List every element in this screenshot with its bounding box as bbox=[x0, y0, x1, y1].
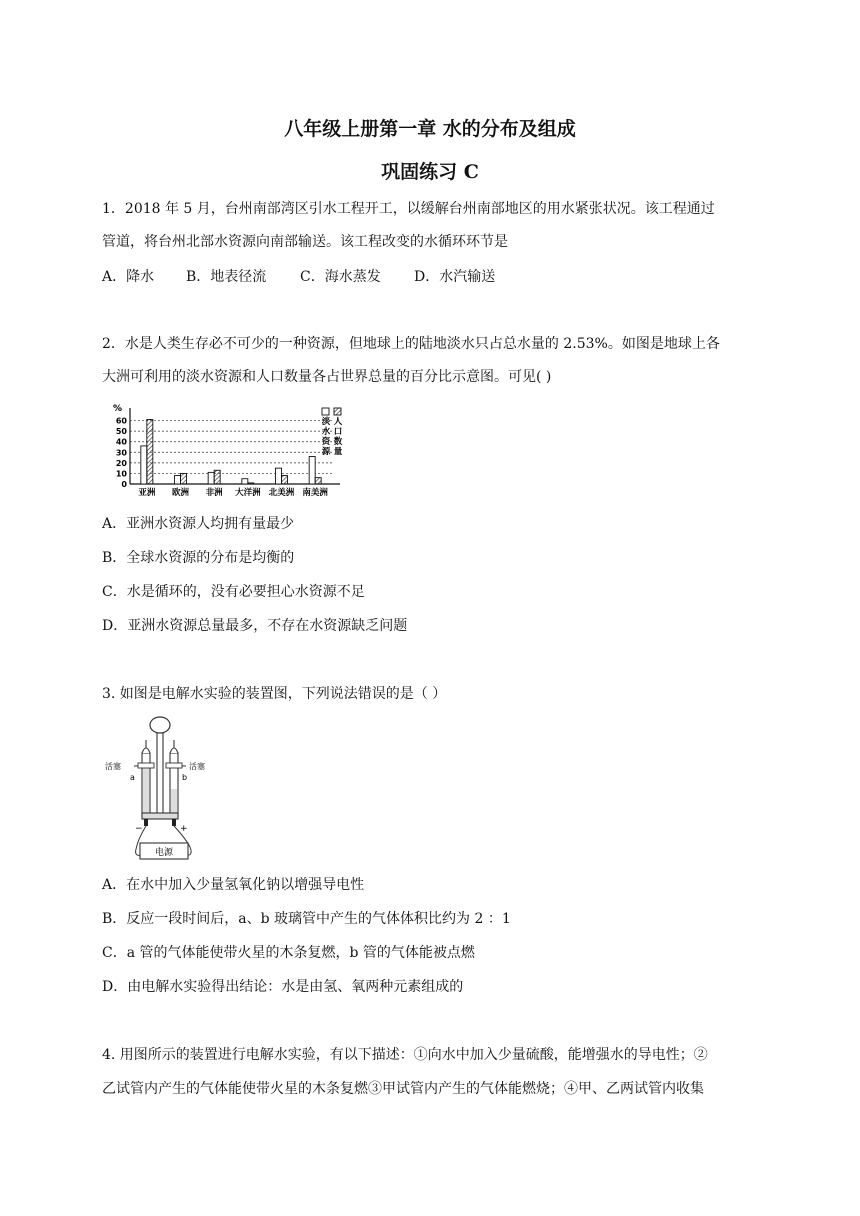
chart-y-tick: 20 bbox=[115, 458, 127, 468]
q3-option-b: B．反应一段时间后，a、b 玻璃管中产生的气体体积比约为 2 ：1 bbox=[102, 911, 511, 927]
anode bbox=[172, 819, 176, 826]
q2-option-d: D．亚洲水资源总量最多，不存在水资源缺乏问题 bbox=[102, 618, 408, 634]
q3-option-d: D．由电解水实验得出结论：水是由氢、氧两种元素组成的 bbox=[102, 979, 464, 995]
chart-y-tick: 40 bbox=[115, 437, 127, 447]
q1-option-d: D．水汽输送 bbox=[414, 269, 496, 285]
right-valve-label: 活塞 bbox=[189, 762, 205, 771]
page-subtitle: 巩固练习 C bbox=[381, 161, 479, 183]
chart-bar-freshwater bbox=[276, 468, 282, 484]
q1-option-b: B．地表径流 bbox=[186, 269, 267, 285]
chart-category-label: 亚洲 bbox=[138, 488, 156, 498]
chart-bar-population bbox=[214, 470, 220, 484]
chart-y-tick: 10 bbox=[115, 469, 127, 479]
chart-ylabel: % bbox=[113, 404, 123, 414]
legend-label-freshwater: 淡水资源 bbox=[321, 417, 331, 457]
q4-line1: 4. 用图所示的装置进行电解水实验，有以下描述：①向水中加入少量硫酸，能增强水的导电性；② bbox=[102, 1047, 708, 1063]
chart-bar-population bbox=[315, 478, 321, 484]
chart-y-tick: 0 bbox=[121, 480, 127, 489]
legend-swatch-population bbox=[334, 408, 341, 415]
q2-option-b: B．全球水资源的分布是均衡的 bbox=[102, 550, 295, 566]
chart-category-label: 北美洲 bbox=[268, 488, 295, 498]
chart-y-tick: 50 bbox=[115, 427, 127, 437]
tube-b-label: b bbox=[182, 773, 188, 782]
chart-bar-population bbox=[147, 420, 153, 484]
chart-category-label: 南美洲 bbox=[302, 488, 328, 498]
reservoir-bulb bbox=[150, 717, 170, 733]
q1-line2: 管道，将台州北部水资源向南部输送。该工程改变的水循环环节是 bbox=[102, 234, 508, 250]
page-title: 八年级上册第一章 水的分布及组成 bbox=[284, 118, 576, 140]
cathode bbox=[144, 819, 148, 826]
q1-line1: 1．2018 年 5 月，台州南部湾区引水工程开工，以缓解台州南部地区的用水紧张状况。该工程通过 bbox=[102, 201, 715, 217]
chart-bar-freshwater bbox=[309, 457, 315, 484]
chart-category-label: 非洲 bbox=[205, 488, 223, 498]
electrolysis-apparatus-diagram bbox=[100, 715, 240, 865]
chart-category-label: 欧洲 bbox=[171, 488, 190, 498]
q3-option-c: C．a 管的气体能使带火星的木条复燃，b 管的气体能被点燃 bbox=[102, 945, 475, 961]
q2-line2: 大洲可利用的淡水资源和人口数量各占世界总量的百分比示意图。可见( ) bbox=[102, 369, 552, 385]
chart-bar-population bbox=[248, 483, 254, 484]
q2-line1: 2．水是人类生存必不可少的一种资源，但地球上的陆地淡水只占总水量的 2.53%。如图是地球上各 bbox=[102, 336, 720, 352]
chart-bar-freshwater bbox=[208, 472, 214, 484]
legend-swatch-freshwater bbox=[322, 408, 329, 415]
left-valve-label: 活塞 bbox=[105, 762, 121, 771]
plus-sign: + bbox=[180, 824, 188, 834]
chart-bar-freshwater bbox=[141, 446, 147, 484]
chart-y-tick: 30 bbox=[115, 448, 127, 458]
chart-bar-freshwater bbox=[175, 476, 181, 484]
legend-label-population: 人口数量 bbox=[333, 417, 343, 457]
tube-a-label: a bbox=[130, 773, 135, 782]
water-population-chart bbox=[100, 400, 350, 500]
power-supply-label: 电源 bbox=[154, 848, 174, 858]
chart-bar-population bbox=[181, 473, 187, 484]
q4-line2: 乙试管内产生的气体能使带火星的木条复燃③甲试管内产生的气体能燃烧；④甲、乙两试管内收集 bbox=[102, 1081, 704, 1097]
chart-category-label: 大洋洲 bbox=[235, 488, 261, 498]
q1-option-c: C．海水蒸发 bbox=[300, 269, 381, 285]
q1-option-a: A．降水 bbox=[102, 269, 155, 285]
chart-bar-population bbox=[282, 476, 288, 484]
q2-option-c: C．水是循环的，没有必要担心水资源不足 bbox=[102, 584, 365, 600]
q3-option-a: A．在水中加入少量氢氧化钠以增强导电性 bbox=[102, 877, 365, 893]
minus-sign: − bbox=[135, 824, 143, 834]
chart-y-tick: 60 bbox=[115, 416, 127, 426]
q2-option-a: A．亚洲水资源人均拥有量最少 bbox=[102, 516, 295, 532]
chart-bar-freshwater bbox=[242, 479, 248, 484]
q3-stem: 3. 如图是电解水实验的装置图，下列说法错误的是（ ） bbox=[102, 686, 447, 702]
